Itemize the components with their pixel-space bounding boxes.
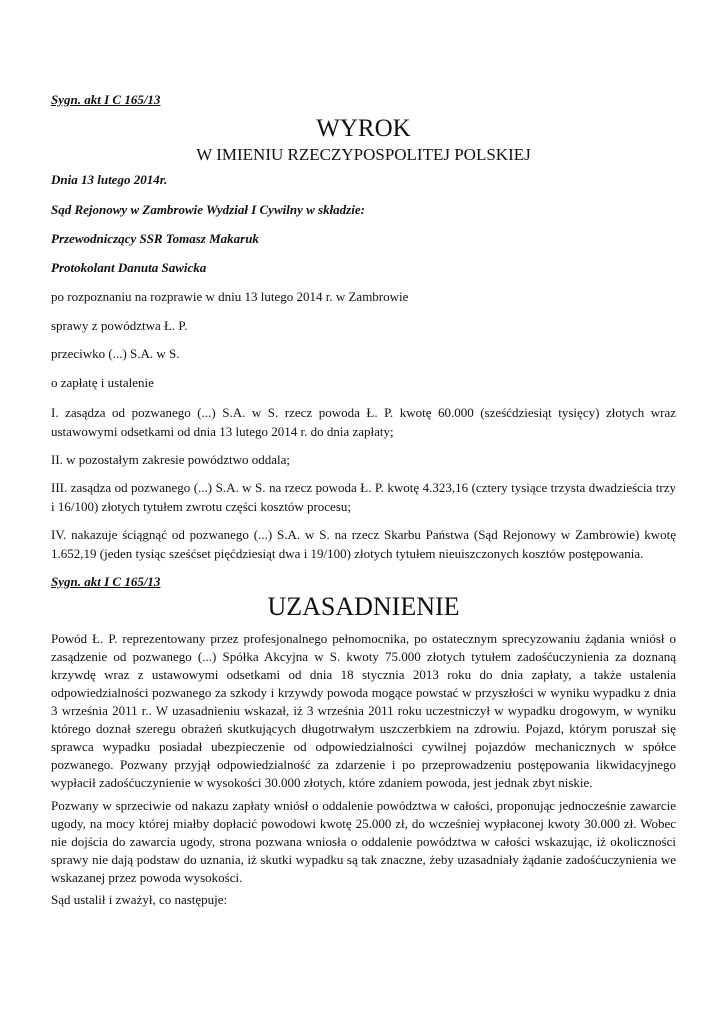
justification-paragraph-3: Sąd ustalił i zważył, co następuje:: [51, 892, 228, 907]
intro-subject: o zapłatę i ustalenie: [51, 375, 154, 390]
court-clerk: Protokolant Danuta Sawicka: [51, 260, 207, 275]
presiding-judge: Przewodniczący SSR Tomasz Makaruk: [51, 231, 259, 246]
court-composition: Sąd Rejonowy w Zambrowie Wydział I Cywilny w składzie:: [51, 202, 365, 217]
justification-paragraph-1: Powód Ł. P. reprezentowany przez profesjonalnego pełnomocnika, po ostatecznym sprecyzowaniu żądania wniósł o zasądzenie od pozwanego (...) Spółka Akcyjna w S. kwoty 75.000 złotych tytułem zadośćuczynienia za doznaną krzywdę wraz z ustawowymi odsetkami od dnia 18 stycznia 2013 roku do dnia zapłaty, a także ustalenia odpowiedzialności pozwanego za szkody i krzywdy powoda mogące powstać w przyszłości w wyniku wypadku z dnia 3 września 2011 r.. W uzasadnieniu wskazał, iż 3 września 2011 roku uczestniczył w wypadku drogowym, w wyniku którego doznał szeregu obrażeń skutkujących długotrwałym uszczerbkiem na zdrowiu. Pojazd, którym poruszał się sprawca wypadku posiadał ubezpieczenie od odpowiedzialności cywilnej pojazdów mechanicznych w spółce pozwanego. Pozwany przyjął odpowiedzialność za zdarzenie i po przeprowadzeniu postępowania likwidacyjnego wypłacił zadośćuczynienie w wysokości 30.000 złotych, które zdaniem powoda, jest jednak zbyt niskie.: [51, 631, 676, 790]
case-signature-top: Sygn. akt I C 165/13: [51, 92, 161, 107]
verdict-subtitle: W IMIENIU RZECZYPOSPOLITEJ POLSKIEJ: [196, 145, 531, 164]
ruling-point-3: III. zasądza od pozwanego (...) S.A. w S. na rzecz powoda Ł. P. kwotę 4.323,16 (cztery tysiące trzysta dwadzieścia trzy i 16/100) złotych tytułem zwrotu części kosztów procesu;: [51, 480, 676, 514]
intro-hearing: po rozpoznaniu na rozprawie w dniu 13 lutego 2014 r. w Zambrowie: [51, 289, 409, 304]
verdict-date: Dnia 13 lutego 2014r.: [51, 172, 168, 187]
ruling-point-2: II. w pozostałym zakresie powództwo oddala;: [51, 452, 290, 467]
case-signature-bottom: Sygn. akt I C 165/13: [51, 574, 161, 589]
justification-paragraph-2: Pozwany w sprzeciwie od nakazu zapłaty wniósł o oddalenie powództwa w całości, proponując jednocześnie zawarcie ugody, na mocy której miałby dopłacić powodowi kwotę 25.000 zł, do wcześniej wypłaconej kwoty 30.000 zł. Wobec nie dojścia do zawarcia ugody, strona pozwana wniosła o oddalenie powództwa w całości wskazując, iż okoliczności sprawy nie dają podstaw do uznania, iż skutki wypadku są tak znaczne, żeby uzasadniały żądanie zadośćuczynienia we wskazanej przez powoda wysokości.: [51, 798, 676, 885]
intro-defendant: przeciwko (...) S.A. w S.: [51, 346, 180, 361]
intro-plaintiff: sprawy z powództwa Ł. P.: [51, 318, 188, 333]
justification-title: UZASADNIENIE: [267, 592, 460, 621]
ruling-point-1: I. zasądza od pozwanego (...) S.A. w S. rzecz powoda Ł. P. kwotę 60.000 (sześćdziesiąt tysięcy) złotych wraz ustawowymi odsetkami od dnia 13 lutego 2014 r. do dnia zapłaty;: [51, 405, 676, 439]
ruling-point-4: IV. nakazuje ściągnąć od pozwanego (...) S.A. w S. na rzecz Skarbu Państwa (Sąd Rejonowy w Zambrowie) kwotę 1.652,19 (jeden tysiąc sześćset pięćdziesiąt dwa i 19/100) złotych tytułem nieuiszczonych kosztów postępowania.: [51, 527, 676, 561]
verdict-title: WYROK: [316, 115, 411, 142]
